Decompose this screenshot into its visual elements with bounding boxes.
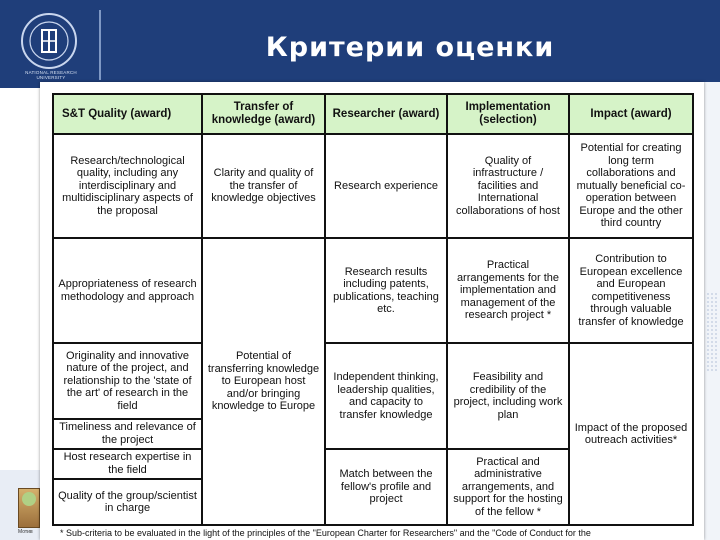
table-cell: Potential of transferring knowledge to European host and/or bringing knowledge to Europe bbox=[202, 238, 325, 525]
column-header-implementation: Implementation (selection) bbox=[447, 94, 569, 134]
decor-dots bbox=[706, 292, 718, 372]
logo-caption-line: UNIVERSITY bbox=[36, 75, 66, 80]
table-cell: Timeliness and relevance of the project bbox=[53, 419, 202, 449]
table-cell: Contribution to European excellence and European competitiveness through valuable transfer of knowledge bbox=[569, 238, 693, 343]
bottom-logo-caption: Мотив bbox=[18, 529, 33, 535]
table-cell: Originality and innovative nature of the project, and relationship to the 'state of the art' of research in the field bbox=[53, 343, 202, 418]
table-cell: Quality of the group/scientist in charge bbox=[53, 479, 202, 525]
university-logo bbox=[0, 0, 100, 88]
column-header-st-quality: S&T Quality (award) bbox=[53, 94, 202, 134]
table-cell: Practical arrangements for the implementation and management of the research project * bbox=[447, 238, 569, 343]
logo-divider bbox=[99, 10, 101, 80]
table-row bbox=[53, 134, 693, 238]
column-header-researcher: Researcher (award) bbox=[325, 94, 447, 134]
column-header-transfer: Transfer of knowledge (award) bbox=[202, 94, 325, 134]
right-decor-band bbox=[704, 82, 720, 540]
table-cell: Potential for creating long term collaborations and mutually beneficial co-operation between Europe and the other third country bbox=[569, 134, 693, 238]
table-cell: Quality of infrastructure / facilities and International collaborations of host bbox=[447, 134, 569, 238]
page-title: Критерии оценки bbox=[265, 32, 555, 63]
table-row bbox=[53, 343, 693, 418]
footnote: * Sub-criteria to be evaluated in the light of the principles of the "European Charter for Researchers" and the "Code of Conduct for the bbox=[60, 528, 591, 538]
table-cell: Practical and administrative arrangements, and support for the hosting of the fellow * bbox=[447, 449, 569, 525]
logo-caption bbox=[6, 70, 96, 80]
table-cell: Independent thinking, leadership qualities, and capacity to transfer knowledge bbox=[325, 343, 447, 448]
table-cell: Appropriateness of research methodology and approach bbox=[53, 238, 202, 343]
table-cell: Host research expertise in the field bbox=[53, 449, 202, 479]
criteria-table bbox=[52, 93, 694, 526]
university-emblem-icon bbox=[20, 12, 78, 70]
logo-caption-line: NATIONAL RESEARCH bbox=[25, 70, 77, 75]
table-cell: Impact of the proposed outreach activities* bbox=[569, 343, 693, 525]
table-cell: Feasibility and credibility of the project, including work plan bbox=[447, 343, 569, 448]
column-header-impact: Impact (award) bbox=[569, 94, 693, 134]
table-cell: Research experience bbox=[325, 134, 447, 238]
table-cell: Match between the fellow's profile and project bbox=[325, 449, 447, 525]
table-header-row bbox=[53, 94, 693, 134]
table-cell: Research/technological quality, including any interdisciplinary and multidisciplinary aspects of the proposal bbox=[53, 134, 202, 238]
table-cell: Research results including patents, publications, teaching etc. bbox=[325, 238, 447, 343]
bottom-logo-mark bbox=[22, 492, 36, 506]
table-cell: Clarity and quality of the transfer of knowledge objectives bbox=[202, 134, 325, 238]
table-row bbox=[53, 238, 693, 343]
